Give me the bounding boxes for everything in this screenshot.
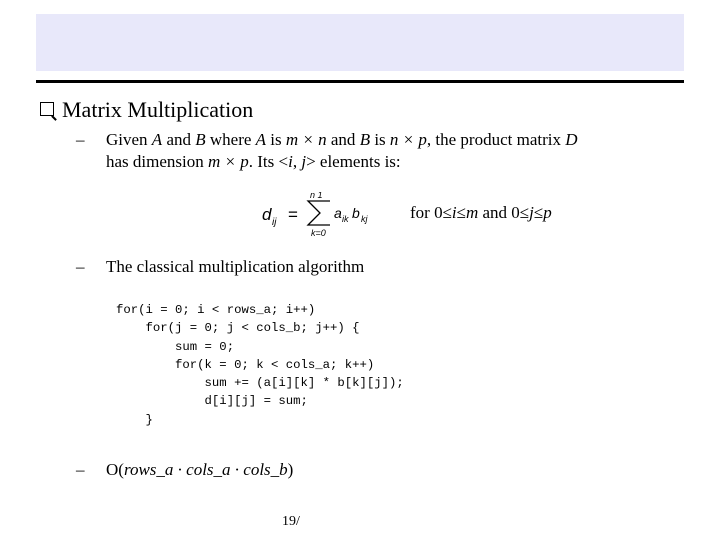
complexity-expression: rows_a · cols_a · cols_b: [123, 460, 288, 479]
var-b: B: [359, 130, 371, 149]
var-j: j: [301, 152, 307, 171]
bullet-text: [106, 459, 293, 481]
index-condition: [410, 203, 552, 223]
formula-lhs: d: [262, 205, 272, 224]
text-fragment: has dimension: [106, 152, 208, 171]
header-rule: [36, 80, 684, 83]
text-fragment: > elements is:: [306, 152, 401, 171]
formula-upper-limit: n 1: [310, 192, 323, 200]
var-b: B: [195, 130, 206, 149]
formula-term-a: a: [334, 205, 342, 221]
summation-formula: [262, 192, 392, 238]
bullet-complexity: [76, 459, 476, 481]
var-p: p: [543, 203, 552, 222]
text-fragment: for 0≤: [410, 203, 452, 222]
page-number: 19/: [282, 514, 300, 529]
text-fragment: and: [162, 130, 196, 149]
code-block: for(i = 0; i < rows_a; i++) for(j = 0; j < cols_b; j++) { sum = 0; for(k = 0; k < cols_a; k++) sum += (a[i][k] * b[k][j]); d[i][j] = sum; }: [116, 303, 404, 427]
text-fragment: ,: [292, 152, 302, 171]
main-bullet: [40, 96, 253, 124]
sigma-icon: [308, 201, 330, 225]
title-band: [36, 14, 684, 71]
bullet-text: [106, 129, 578, 173]
formula-lower-limit: k=0: [311, 228, 326, 238]
text-fragment: and: [326, 130, 360, 149]
dim-n-p: n × p: [389, 130, 427, 149]
dash: –: [76, 257, 85, 276]
var-d: D: [565, 130, 578, 149]
text-fragment: . Its <: [248, 152, 289, 171]
dash: –: [76, 130, 85, 149]
var-i: i: [451, 203, 457, 222]
bullet-classical-algorithm: [76, 256, 476, 278]
text-fragment: ≤: [456, 203, 466, 222]
text-fragment: ≤: [533, 203, 544, 222]
text-fragment: where: [205, 130, 256, 149]
text-fragment: O(: [106, 460, 124, 479]
slide-heading: Matrix Multiplication: [62, 97, 254, 122]
checkbox-bullet-icon: [40, 102, 54, 116]
text-fragment: is: [266, 130, 286, 149]
var-a: A: [255, 130, 267, 149]
dim-m-p: m × p: [208, 152, 249, 171]
text-fragment: , the product matrix: [426, 130, 566, 149]
formula-lhs-subscript: ij: [272, 217, 277, 228]
formula-term-b: b: [352, 205, 360, 221]
formula-term-a-subscript: ik: [342, 214, 349, 224]
text-fragment: is: [370, 130, 390, 149]
formula-equals: =: [288, 205, 298, 224]
bullet-product-definition: [76, 129, 676, 175]
dim-m-n: m × n: [285, 130, 327, 149]
var-m: m: [465, 203, 479, 222]
var-j: j: [529, 203, 534, 222]
var-a: A: [151, 130, 163, 149]
dash: –: [76, 460, 85, 479]
formula-term-b-subscript: kj: [361, 214, 368, 224]
bullet-text: The classical multiplication algorithm: [106, 257, 365, 276]
text-fragment: ): [287, 460, 294, 479]
var-i: i: [288, 152, 293, 171]
text-fragment: and 0≤: [478, 203, 530, 222]
text-fragment: Given: [106, 130, 152, 149]
